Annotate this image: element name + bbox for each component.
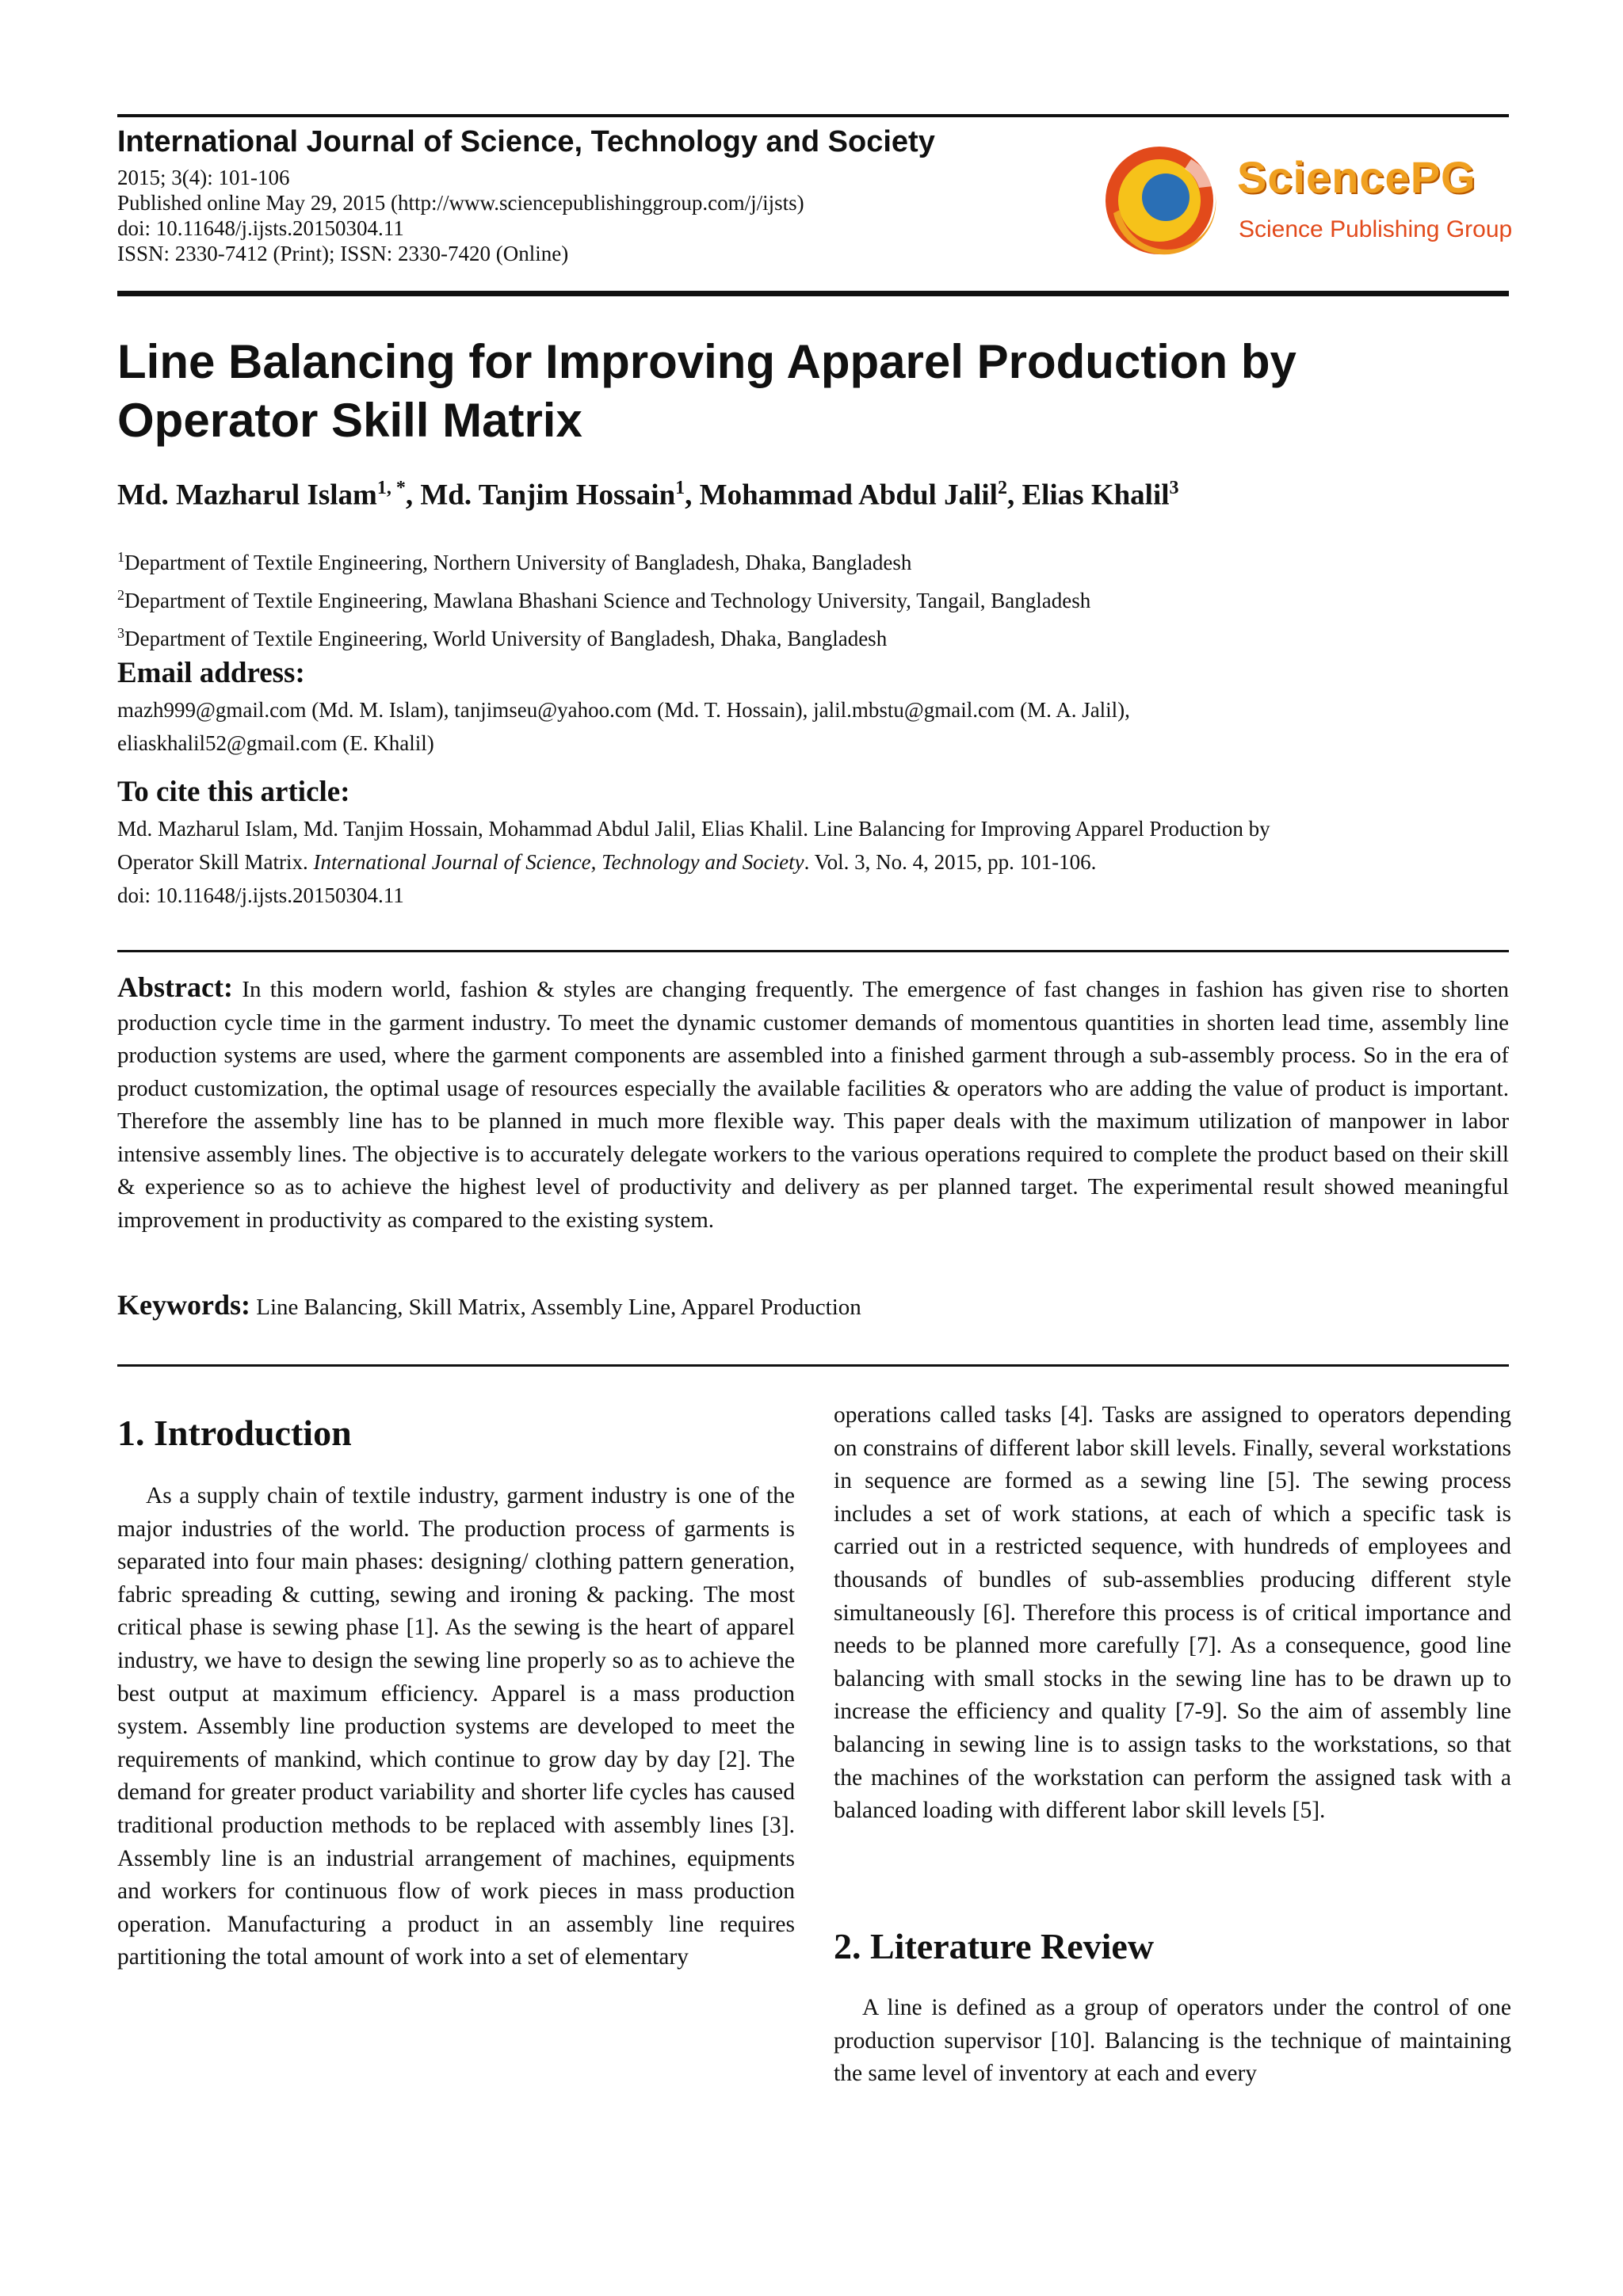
paper-title — [117, 333, 1504, 450]
journal-meta — [117, 165, 804, 266]
author-separator: , — [1006, 479, 1022, 512]
journal-published: Published online May 29, 2015 (http://www.sciencepublishinggroup.com/j/ijsts) — [117, 191, 804, 215]
author-list — [117, 478, 1179, 512]
logo-emblem-icon — [1096, 137, 1231, 264]
affiliation-number: 2 — [117, 587, 124, 603]
author-name: Md. Tanjim Hossain — [420, 479, 676, 512]
journal-doi: doi: 10.11648/j.ijsts.20150304.11 — [117, 216, 404, 240]
introduction-text: As a supply chain of textile industry, garment industry is one of the major industries of the world. The production process of garments is separated into four main phases: designing/ clothing pattern generation, fabric spreading & cutting, sewing and ironing & packing. The most critical phase is sewing phase [1]. As the sewing is the heart of apparel industry, we have to design the sewing line properly so as to achieve the best output at maximum efficiency. Apparel is a mass production system. Assembly line production systems are developed to meet the requirements of mankind, which continue to grow day by day [2]. The demand for greater product variability and shorter life cycles has caused traditional production methods to be replaced with assembly lines [3]. Assembly line is an industrial arrangement of machines, equipments and workers for continuous flow of work pieces in mass production operation. Manufacturing a product in an assembly line requires partitioning the total amount of work into a set of elementary — [117, 1483, 795, 1970]
cite-block — [117, 812, 1512, 912]
publisher-logo — [1096, 137, 1512, 264]
abstract — [117, 971, 1509, 1237]
keywords-text: Line Balancing, Skill Matrix, Assembly Line, Apparel Production — [256, 1295, 861, 1320]
email-block — [117, 693, 1512, 760]
literature-review-text: A line is defined as a group of operators under the control of one production supervisor [10]. Balancing is the technique of maintaining the same level of inventory at each and every — [834, 1995, 1511, 2087]
divider — [117, 1364, 1509, 1367]
email-heading: Email address: — [117, 657, 305, 689]
affiliation-text: Department of Textile Engineering, Northern University of Bangladesh, Dhaka, Bangladesh — [124, 551, 912, 574]
abstract-label: Abstract: — [117, 971, 233, 1003]
cite-journal: International Journal of Science, Technology and Society — [313, 850, 804, 874]
introduction-text-continued: operations called tasks [4]. Tasks are assigned to operators depending on constrains of different labor skill levels. Finally, several workstations in sequence are formed as a sewing line [5]. The sewing process includes a set of work stations, at each of which a specific task is carried out in a restricted sequence, with hundreds of employees and thousands of bundles of sub-assemblies producing different style simultaneously [6]. Therefore this process is of critical importance and needs to be planned more carefully [7]. As a consequence, good line balancing with small stocks in the sewing line has to be drawn up to increase the efficiency and quality [7-9]. So the aim of assembly line balancing in sewing line is to assign tasks to the workstations, so that the machines of the workstation can perform the assigned task with a balanced loading with different labor skill levels [5]. — [834, 1402, 1511, 1824]
keywords-label: Keywords: — [117, 1289, 250, 1321]
cite-text: . Vol. 3, No. 4, 2015, pp. 101-106. — [804, 850, 1097, 874]
journal-volume-issue: 2015; 3(4): 101-106 — [117, 166, 290, 189]
author-name: Md. Mazharul Islam — [117, 479, 377, 512]
cite-line: Md. Mazharul Islam, Md. Tanjim Hossain, Mohammad Abdul Jalil, Elias Khalil. Line Balancing for Improving Apparel Production by — [117, 817, 1270, 841]
affiliation-item — [117, 579, 1090, 617]
affiliation-item — [117, 541, 1090, 579]
journal-name: International Journal of Science, Technology and Society — [117, 125, 935, 158]
keywords — [117, 1288, 861, 1322]
logo-wordmark: SciencePG — [1237, 152, 1476, 202]
email-line: mazh999@gmail.com (Md. M. Islam), tanjimseu@yahoo.com (Md. T. Hossain), jalil.mbstu@gmail.com (M. A. Jalil), — [117, 698, 1130, 722]
logo-tagline: Science Publishing Group — [1239, 216, 1513, 242]
author-separator: , — [405, 479, 421, 512]
author-affil-sup: 1 — [675, 478, 685, 498]
affiliation-text: Department of Textile Engineering, Mawlana Bhashani Science and Technology University, Tangail, Bangladesh — [124, 589, 1091, 612]
affiliation-text: Department of Textile Engineering, World University of Bangladesh, Dhaka, Bangladesh — [124, 627, 888, 650]
header-bottom-rule — [117, 291, 1509, 296]
cite-doi: doi: 10.11648/j.ijsts.20150304.11 — [117, 883, 404, 907]
author-affil-sup: 2 — [997, 478, 1007, 498]
cite-line — [117, 845, 1512, 879]
affiliation-item — [117, 617, 1090, 655]
affiliation-number: 3 — [117, 625, 124, 641]
paper-title-line1: Line Balancing for Improving Apparel Production by — [117, 335, 1296, 388]
divider — [117, 950, 1509, 952]
header-top-rule — [117, 114, 1509, 117]
section-heading-introduction: 1. Introduction — [117, 1413, 352, 1453]
cite-heading: To cite this article: — [117, 776, 350, 808]
cite-text: Operator Skill Matrix. — [117, 850, 314, 874]
affiliation-number: 1 — [117, 549, 124, 565]
affiliation-list — [117, 541, 1090, 655]
email-line: eliaskhalil52@gmail.com (E. Khalil) — [117, 731, 434, 755]
journal-issn: ISSN: 2330-7412 (Print); ISSN: 2330-7420 (Online) — [117, 242, 569, 265]
section-heading-literature-review: 2. Literature Review — [834, 1926, 1155, 1966]
author-name: Elias Khalil — [1022, 479, 1170, 512]
abstract-text: In this modern world, fashion & styles are changing frequently. The emergence of fast changes in fashion has given rise to shorten production cycle time in the garment industry. To meet the dynamic customer demands of momentous quantities in shorten lead time, assembly line production systems are used, where the garment components are assembled into a finished garment through a sub-assembly process. So in the era of product customization, the optimal usage of resources especially the available facilities & operators who are adding the value of product is important. Therefore the assembly line has to be planned in much more flexible way. This paper deals with the maximum utilization of manpower in labor intensive assembly lines. The objective is to accurately delegate workers to the various operations required to complete the product based on their skill & experience so as to achieve the highest level of productivity and delivery as per planned target. The experimental result showed meaningful improvement in productivity as compared to the existing system. — [117, 977, 1509, 1233]
author-separator: , — [685, 479, 700, 512]
author-name: Mohammad Abdul Jalil — [699, 479, 998, 512]
paper-title-line2: Operator Skill Matrix — [117, 394, 582, 447]
author-affil-sup: 3 — [1169, 478, 1179, 498]
author-affil-sup: 1, * — [376, 478, 406, 498]
